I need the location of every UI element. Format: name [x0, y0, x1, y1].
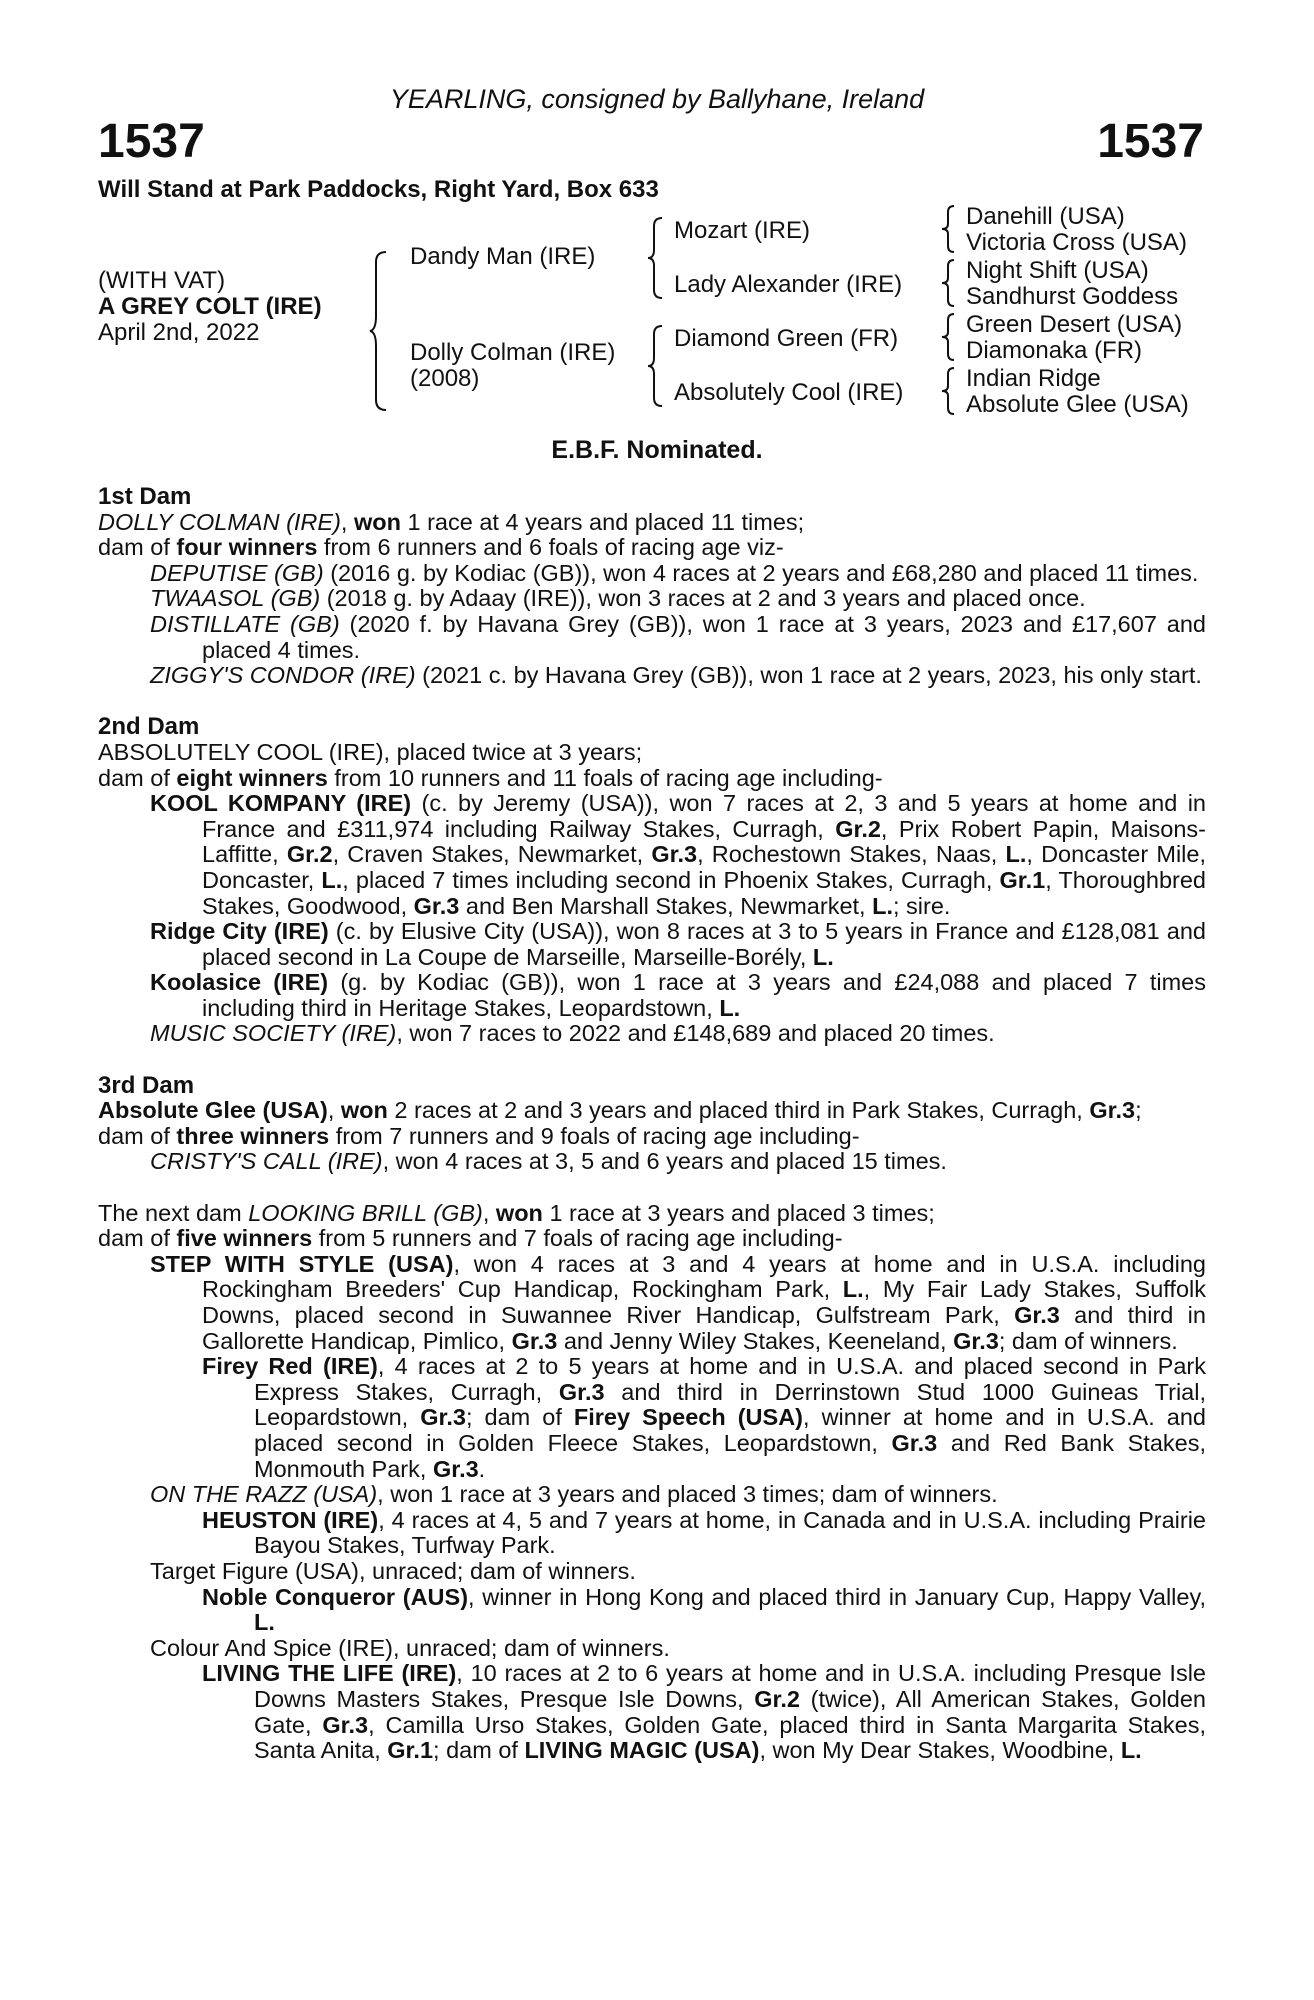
offspring-name: DEPUTISE (GB): [150, 559, 324, 586]
horse-name: A GREY COLT (IRE): [98, 293, 322, 320]
lot-number-left: 1537: [98, 115, 205, 168]
next-dam-line: The next dam LOOKING BRILL (GB), won 1 race at 3 years and placed 3 times;: [98, 1199, 935, 1226]
next-dam-offspring: Colour And Spice (IRE), unraced; dam of winners.: [150, 1634, 670, 1661]
next-dam-produce-summary: dam of five winners from 5 runners and 7 foals of racing age including-: [98, 1225, 843, 1252]
vat-note: (WITH VAT): [98, 267, 226, 294]
pedigree-bracket-dam: [646, 324, 670, 408]
third-dam-name: Absolute Glee (USA): [98, 1097, 328, 1124]
pedigree-dam-sire: Diamond Green (FR): [674, 325, 899, 352]
pedigree-dam: Dolly Colman (IRE): [410, 339, 616, 366]
catalogue-subtitle: YEARLING, consigned by Ballyhane, Ireland: [389, 84, 925, 114]
third-dam-line: Absolute Glee (USA), won 2 races at 2 and 3 years and placed third in Park Stakes, Curragh, Gr.3;: [98, 1097, 1142, 1124]
second-dam-produce-summary: dam of eight winners from 10 runners and 11 foals of racing age including-: [98, 764, 883, 791]
second-dam-offspring: MUSIC SOCIETY (IRE), won 7 races to 2022 and £148,689 and placed 20 times.: [150, 1020, 995, 1047]
offspring-name: TWAASOL (GB): [150, 585, 321, 612]
offspring-name: KOOL KOMPANY (IRE): [150, 790, 412, 817]
pedigree-dam-year: (2008): [410, 365, 480, 392]
first-dam-offspring: DEPUTISE (GB) (2016 g. by Kodiac (GB)), won 4 races at 2 years and £68,280 and placed 11 times.: [150, 559, 1199, 586]
offspring-name: CRISTY'S CALL (IRE): [150, 1148, 383, 1175]
offspring-name: Ridge City (IRE): [150, 918, 329, 945]
next-dam-grand-offspring: Firey Red (IRE), 4 races at 2 to 5 years at home and in U.S.A. and placed second in Park Express Stakes, Curragh, Gr.3 and third in Derrinstown Stud 1000 Guineas Trial, Leopardstown, Gr.3; dam of Firey Speech (USA), winner at home and in U.S.A. and placed second in Golden Fleece Stakes, Leopardstown, Gr.3 and Red Bank Stakes, Monmouth Park, Gr.3.: [202, 1353, 1206, 1482]
next-dam-offspring: ON THE RAZZ (USA), won 1 race at 3 years and placed 3 times; dam of winners.: [150, 1481, 998, 1508]
foaling-date: April 2nd, 2022: [98, 319, 260, 346]
pedigree-g3-1: Danehill (USA): [966, 203, 1125, 230]
offspring-name: DISTILLATE (GB): [150, 610, 340, 637]
first-dam-line: DOLLY COLMAN (IRE), won 1 race at 4 years and placed 11 times;: [98, 508, 805, 535]
lot-number-right: 1537: [1097, 115, 1204, 168]
second-dam-line: ABSOLUTELY COOL (IRE), placed twice at 3 years;: [98, 738, 643, 765]
pedigree-sire-dam: Lady Alexander (IRE): [674, 271, 903, 298]
pedigree-sire: Dandy Man (IRE): [410, 243, 596, 270]
stabling-location: Will Stand at Park Paddocks, Right Yard, Box 633: [98, 176, 659, 203]
offspring-name: Koolasice (IRE): [150, 969, 329, 996]
first-dam-heading: 1st Dam: [98, 483, 192, 510]
next-dam-grand-offspring: LIVING THE LIFE (IRE), 10 races at 2 to 6 years at home and in U.S.A. including Presque Isle Downs Masters Stakes, Presque Isle Downs, Gr.2 (twice), All American Stakes, Golden Gate, Gr.3, Camilla Urso Stakes, Golden Gate, placed third in Santa Margarita Stakes, Santa Anita, Gr.1; dam of LIVING MAGIC (USA), won My Dear Stakes, Woodbine, L.: [202, 1660, 1207, 1764]
catalogue-body: [98, 484, 1206, 1764]
next-dam-offspring: STEP WITH STYLE (USA), won 4 races at 3 and 4 years at home and in U.S.A. including Rockingham Breeders' Cup Handicap, Rockingham Park, L., My Fair Lady Stakes, Suffolk Downs, placed second in Suwannee River Handicap, Gulfstream Park, Gr.3 and third in Gallorette Handicap, Pimlico, Gr.3 and Jenny Wiley Stakes, Keeneland, Gr.3; dam of winners.: [150, 1250, 1206, 1354]
third-dam-produce-summary: dam of three winners from 7 runners and 9 foals of racing age including-: [98, 1122, 860, 1149]
offspring-name: Firey Red (IRE): [202, 1353, 378, 1380]
first-dam-produce-summary: dam of four winners from 6 runners and 6 foals of racing age viz-: [98, 534, 784, 561]
pedigree-bracket-main: [368, 250, 398, 412]
ebf-nomination: E.B.F. Nominated.: [551, 436, 763, 464]
pedigree-bracket-g3-4: [940, 366, 960, 416]
pedigree-bracket-g3-1: [940, 204, 960, 254]
pedigree-g3-7: Indian Ridge: [966, 365, 1101, 392]
first-dam-offspring: DISTILLATE (GB) (2020 f. by Havana Grey (GB)), won 1 race at 3 years, 2023 and £17,607 and placed 4 times.: [150, 610, 1206, 663]
pedigree-g3-8: Absolute Glee (USA): [966, 391, 1189, 418]
second-dam-offspring: KOOL KOMPANY (IRE) (c. by Jeremy (USA)), won 7 races at 2, 3 and 5 years at home and in France and £311,974 including Railway Stakes, Curragh, Gr.2, Prix Robert Papin, Maisons-Laffitte, Gr.2, Craven Stakes, Newmarket, Gr.3, Rochestown Stakes, Naas, L., Doncaster Mile, Doncaster, L., placed 7 times including second in Phoenix Stakes, Curragh, Gr.1, Thoroughbred Stakes, Goodwood, Gr.3 and Ben Marshall Stakes, Newmarket, L.; sire.: [150, 790, 1206, 919]
pedigree-g3-5: Green Desert (USA): [966, 311, 1183, 338]
next-dam-grand-offspring: Noble Conqueror (AUS), winner in Hong Kong and placed third in January Cup, Happy Valley, L.: [202, 1583, 1206, 1636]
first-dam-offspring: ZIGGY'S CONDOR (IRE) (2021 c. by Havana Grey (GB)), won 1 race at 2 years, 2023, his only start.: [150, 662, 1202, 689]
offspring-name: Noble Conqueror (AUS): [202, 1583, 469, 1610]
offspring-name: MUSIC SOCIETY (IRE): [150, 1020, 397, 1047]
pedigree-bracket-g3-2: [940, 258, 960, 308]
offspring-name: STEP WITH STYLE (USA): [150, 1250, 454, 1277]
pedigree-g3-3: Night Shift (USA): [966, 257, 1149, 284]
third-dam-offspring: CRISTY'S CALL (IRE), won 4 races at 3, 5 and 6 years and placed 15 times.: [150, 1148, 947, 1175]
next-dam-grand-offspring: HEUSTON (IRE), 4 races at 4, 5 and 7 years at home, in Canada and in U.S.A. including Prairie Bayou Stakes, Turfway Park.: [202, 1506, 1206, 1559]
pedigree-bracket-sire: [646, 216, 670, 300]
first-dam-offspring: TWAASOL (GB) (2018 g. by Adaay (IRE)), won 3 races at 2 and 3 years and placed once.: [150, 585, 1086, 612]
pedigree-sire-sire: Mozart (IRE): [674, 217, 811, 244]
pedigree-g3-2: Victoria Cross (USA): [966, 229, 1187, 256]
second-dam-offspring: Koolasice (IRE) (g. by Kodiac (GB)), won 1 race at 3 years and £24,088 and placed 7 times including third in Heritage Stakes, Leopardstown, L.: [150, 969, 1206, 1021]
offspring-name: LIVING THE LIFE (IRE): [202, 1660, 457, 1687]
second-dam-heading: 2nd Dam: [98, 713, 200, 741]
pedigree-g3-6: Diamonaka (FR): [966, 337, 1143, 364]
next-dam-offspring: Target Figure (USA), unraced; dam of winners.: [150, 1557, 636, 1584]
third-dam-heading: 3rd Dam: [98, 1071, 195, 1099]
offspring-name: ON THE RAZZ (USA): [150, 1481, 378, 1508]
pedigree-dam-dam: Absolutely Cool (IRE): [674, 379, 904, 406]
offspring-name: ZIGGY'S CONDOR (IRE): [150, 662, 416, 689]
pedigree-bracket-g3-3: [940, 312, 960, 362]
second-dam-offspring: Ridge City (IRE) (c. by Elusive City (USA)), won 8 races at 3 to 5 years in France and £128,081 and placed second in La Coupe de Marseille, Marseille-Borély, L.: [150, 918, 1206, 970]
next-dam-name: LOOKING BRILL (GB): [248, 1199, 483, 1226]
offspring-name: HEUSTON (IRE): [202, 1506, 379, 1533]
pedigree-g3-4: Sandhurst Goddess: [966, 283, 1179, 310]
first-dam-name: DOLLY COLMAN (IRE): [98, 508, 341, 535]
